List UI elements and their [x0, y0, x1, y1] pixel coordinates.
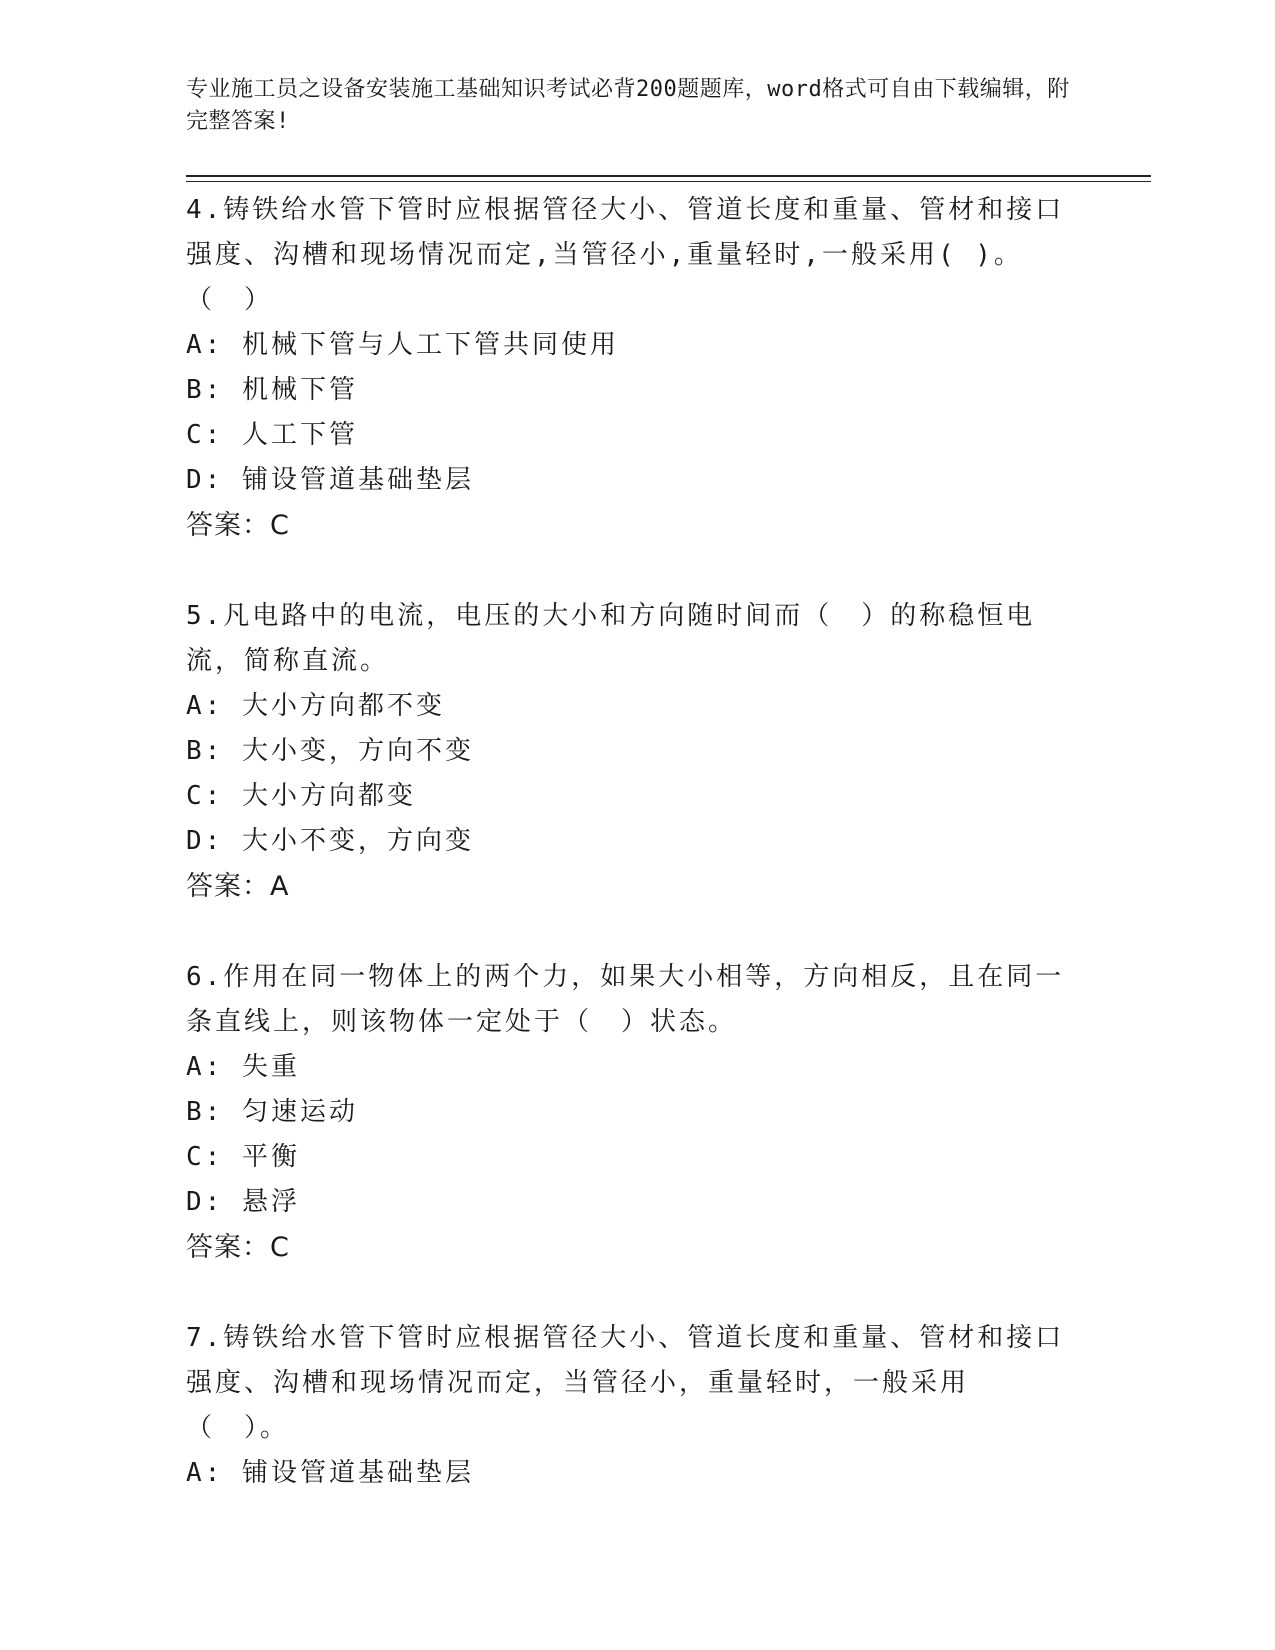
option-b: B: 大小变，方向不变	[186, 736, 474, 766]
option-d: D: 悬浮	[186, 1187, 300, 1217]
option-a: A: 大小方向都不变	[186, 691, 445, 721]
option-a: A: 铺设管道基础垫层	[186, 1458, 474, 1488]
question-text: 7.铸铁给水管下管时应根据管径大小、管道长度和重量、管材和接口强度、沟槽和现场情况而定，当管径小，重量轻时，一般采用（ ）。	[186, 1323, 1065, 1443]
option-d: D: 铺设管道基础垫层	[186, 465, 474, 495]
question-list	[186, 188, 1066, 1542]
option-d: D: 大小不变，方向变	[186, 826, 474, 856]
answer: 答案：A	[186, 871, 290, 902]
header-divider-thin	[186, 181, 1151, 182]
document-header: 专业施工员之设备安装施工基础知识考试必背200题题库，word格式可自由下载编辑，附完整答案!	[186, 77, 1070, 134]
question-text: 4.铸铁给水管下管时应根据管径大小、管道长度和重量、管材和接口强度、沟槽和现场情况而定,当管径小,重量轻时,一般采用( )。（ ）	[186, 195, 1065, 315]
option-c: C: 平衡	[186, 1142, 300, 1172]
option-b: B: 匀速运动	[186, 1097, 358, 1127]
question-text: 5.凡电路中的电流，电压的大小和方向随时间而（ ）的称稳恒电流，简称直流。	[186, 601, 1036, 676]
option-c: C: 人工下管	[186, 420, 358, 450]
header-divider-thick	[186, 175, 1151, 177]
question-5	[186, 594, 1066, 909]
option-c: C: 大小方向都变	[186, 781, 416, 811]
question-6	[186, 955, 1066, 1270]
answer: 答案：C	[186, 510, 290, 541]
option-a: A: 机械下管与人工下管共同使用	[186, 330, 619, 360]
question-7	[186, 1316, 1066, 1496]
answer: 答案：C	[186, 1232, 290, 1263]
question-text: 6.作用在同一物体上的两个力，如果大小相等，方向相反，且在同一条直线上，则该物体一定处于（ ）状态。	[186, 962, 1065, 1037]
option-a: A: 失重	[186, 1052, 300, 1082]
option-b: B: 机械下管	[186, 375, 358, 405]
question-4	[186, 188, 1066, 548]
